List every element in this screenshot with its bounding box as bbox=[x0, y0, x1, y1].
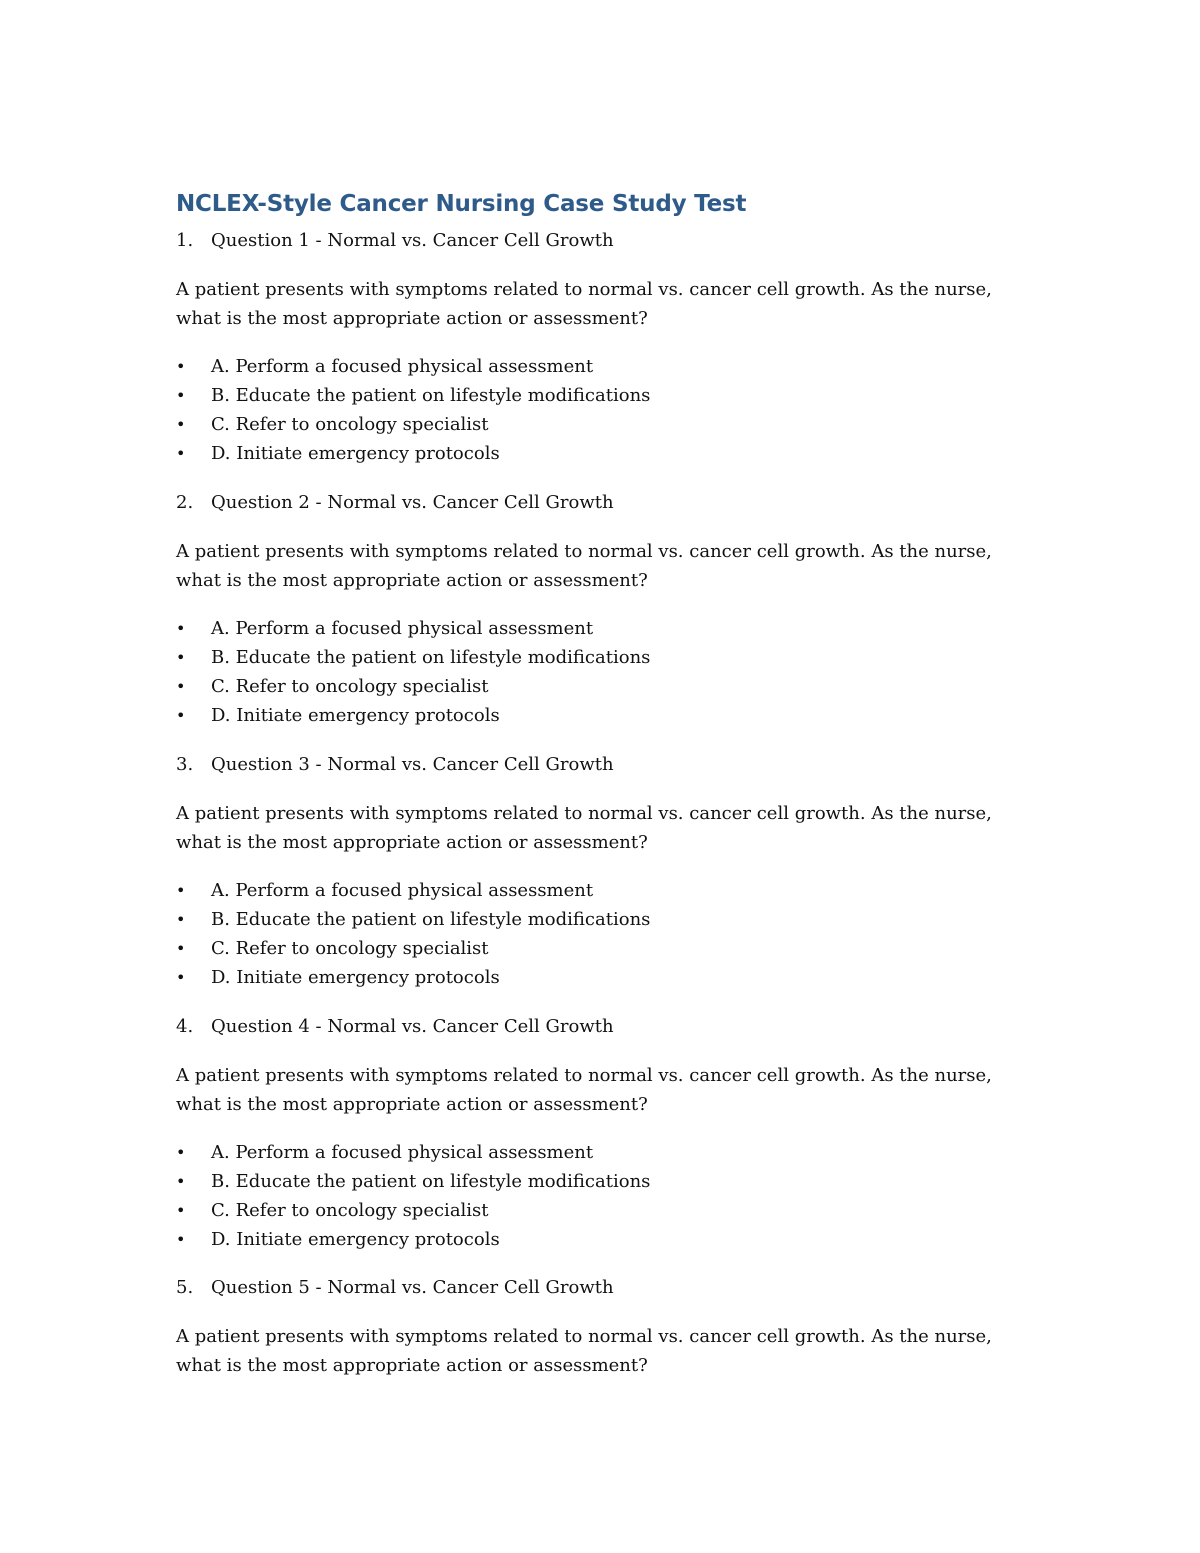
question-label: Question 3 - Normal vs. Cancer Cell Growth bbox=[211, 754, 614, 775]
answer-option bbox=[176, 963, 1006, 992]
answer-option bbox=[176, 643, 1006, 672]
document-title: NCLEX-Style Cancer Nursing Case Study Test bbox=[176, 191, 747, 217]
answer-option bbox=[176, 876, 1006, 905]
question-label: Question 4 - Normal vs. Cancer Cell Growth bbox=[211, 1016, 614, 1037]
question-heading bbox=[176, 1273, 1006, 1303]
bullet-icon: • bbox=[176, 1230, 186, 1249]
question-label: Question 5 - Normal vs. Cancer Cell Growth bbox=[211, 1277, 614, 1298]
option-text: C. Refer to oncology specialist bbox=[211, 1200, 489, 1221]
answer-options bbox=[176, 614, 1006, 730]
question-block bbox=[176, 750, 1006, 992]
question-heading bbox=[176, 1012, 1006, 1042]
option-text: C. Refer to oncology specialist bbox=[211, 938, 489, 959]
question-block bbox=[176, 1012, 1006, 1254]
bullet-icon: • bbox=[176, 939, 186, 958]
bullet-icon: • bbox=[176, 357, 186, 376]
question-text: A patient presents with symptoms related to normal vs. cancer cell growth. As the nurse, what is the most appropriate action or assessment? bbox=[176, 803, 992, 853]
option-text: A. Perform a focused physical assessment bbox=[211, 618, 594, 639]
answer-option bbox=[176, 439, 1006, 468]
option-text: A. Perform a focused physical assessment bbox=[211, 880, 594, 901]
option-text: A. Perform a focused physical assessment bbox=[211, 1142, 594, 1163]
answer-option bbox=[176, 1167, 1006, 1196]
option-text: C. Refer to oncology specialist bbox=[211, 676, 489, 697]
answer-option bbox=[176, 1196, 1006, 1225]
question-heading bbox=[176, 750, 1006, 780]
answer-option bbox=[176, 352, 1006, 381]
option-text: D. Initiate emergency protocols bbox=[211, 443, 500, 464]
bullet-icon: • bbox=[176, 881, 186, 900]
answer-option bbox=[176, 614, 1006, 643]
answer-options bbox=[176, 1138, 1006, 1254]
option-text: C. Refer to oncology specialist bbox=[211, 414, 489, 435]
question-number: 4. bbox=[176, 1016, 194, 1037]
option-text: A. Perform a focused physical assessment bbox=[211, 356, 594, 377]
question-number: 5. bbox=[176, 1277, 194, 1298]
question-text: A patient presents with symptoms related to normal vs. cancer cell growth. As the nurse, what is the most appropriate action or assessment? bbox=[176, 279, 992, 329]
question-text: A patient presents with symptoms related to normal vs. cancer cell growth. As the nurse, what is the most appropriate action or assessment? bbox=[176, 1065, 992, 1115]
bullet-icon: • bbox=[176, 706, 186, 725]
question-number: 3. bbox=[176, 754, 194, 775]
bullet-icon: • bbox=[176, 1201, 186, 1220]
bullet-icon: • bbox=[176, 619, 186, 638]
answer-options bbox=[176, 352, 1006, 468]
answer-option bbox=[176, 672, 1006, 701]
question-label: Question 2 - Normal vs. Cancer Cell Growth bbox=[211, 492, 614, 513]
bullet-icon: • bbox=[176, 910, 186, 929]
answer-option bbox=[176, 381, 1006, 410]
answer-option bbox=[176, 1138, 1006, 1167]
option-text: B. Educate the patient on lifestyle modifications bbox=[211, 385, 651, 406]
question-block bbox=[176, 1273, 1006, 1380]
question-block bbox=[176, 226, 1006, 468]
bullet-icon: • bbox=[176, 677, 186, 696]
bullet-icon: • bbox=[176, 415, 186, 434]
bullet-icon: • bbox=[176, 648, 186, 667]
bullet-icon: • bbox=[176, 1143, 186, 1162]
bullet-icon: • bbox=[176, 386, 186, 405]
question-block bbox=[176, 488, 1006, 730]
option-text: D. Initiate emergency protocols bbox=[211, 967, 500, 988]
bullet-icon: • bbox=[176, 968, 186, 987]
answer-option bbox=[176, 410, 1006, 439]
question-heading bbox=[176, 488, 1006, 518]
option-text: B. Educate the patient on lifestyle modifications bbox=[211, 1171, 651, 1192]
question-number: 2. bbox=[176, 492, 194, 513]
answer-option bbox=[176, 1225, 1006, 1254]
option-text: B. Educate the patient on lifestyle modifications bbox=[211, 909, 651, 930]
option-text: D. Initiate emergency protocols bbox=[211, 705, 500, 726]
bullet-icon: • bbox=[176, 1172, 186, 1191]
answer-options bbox=[176, 876, 1006, 992]
bullet-icon: • bbox=[176, 444, 186, 463]
question-heading bbox=[176, 226, 1006, 256]
question-text: A patient presents with symptoms related to normal vs. cancer cell growth. As the nurse, what is the most appropriate action or assessment? bbox=[176, 1326, 992, 1376]
answer-option bbox=[176, 905, 1006, 934]
option-text: D. Initiate emergency protocols bbox=[211, 1229, 500, 1250]
answer-option bbox=[176, 701, 1006, 730]
question-label: Question 1 - Normal vs. Cancer Cell Growth bbox=[211, 230, 614, 251]
question-text: A patient presents with symptoms related to normal vs. cancer cell growth. As the nurse, what is the most appropriate action or assessment? bbox=[176, 541, 992, 591]
question-number: 1. bbox=[176, 230, 194, 251]
option-text: B. Educate the patient on lifestyle modifications bbox=[211, 647, 651, 668]
answer-option bbox=[176, 934, 1006, 963]
